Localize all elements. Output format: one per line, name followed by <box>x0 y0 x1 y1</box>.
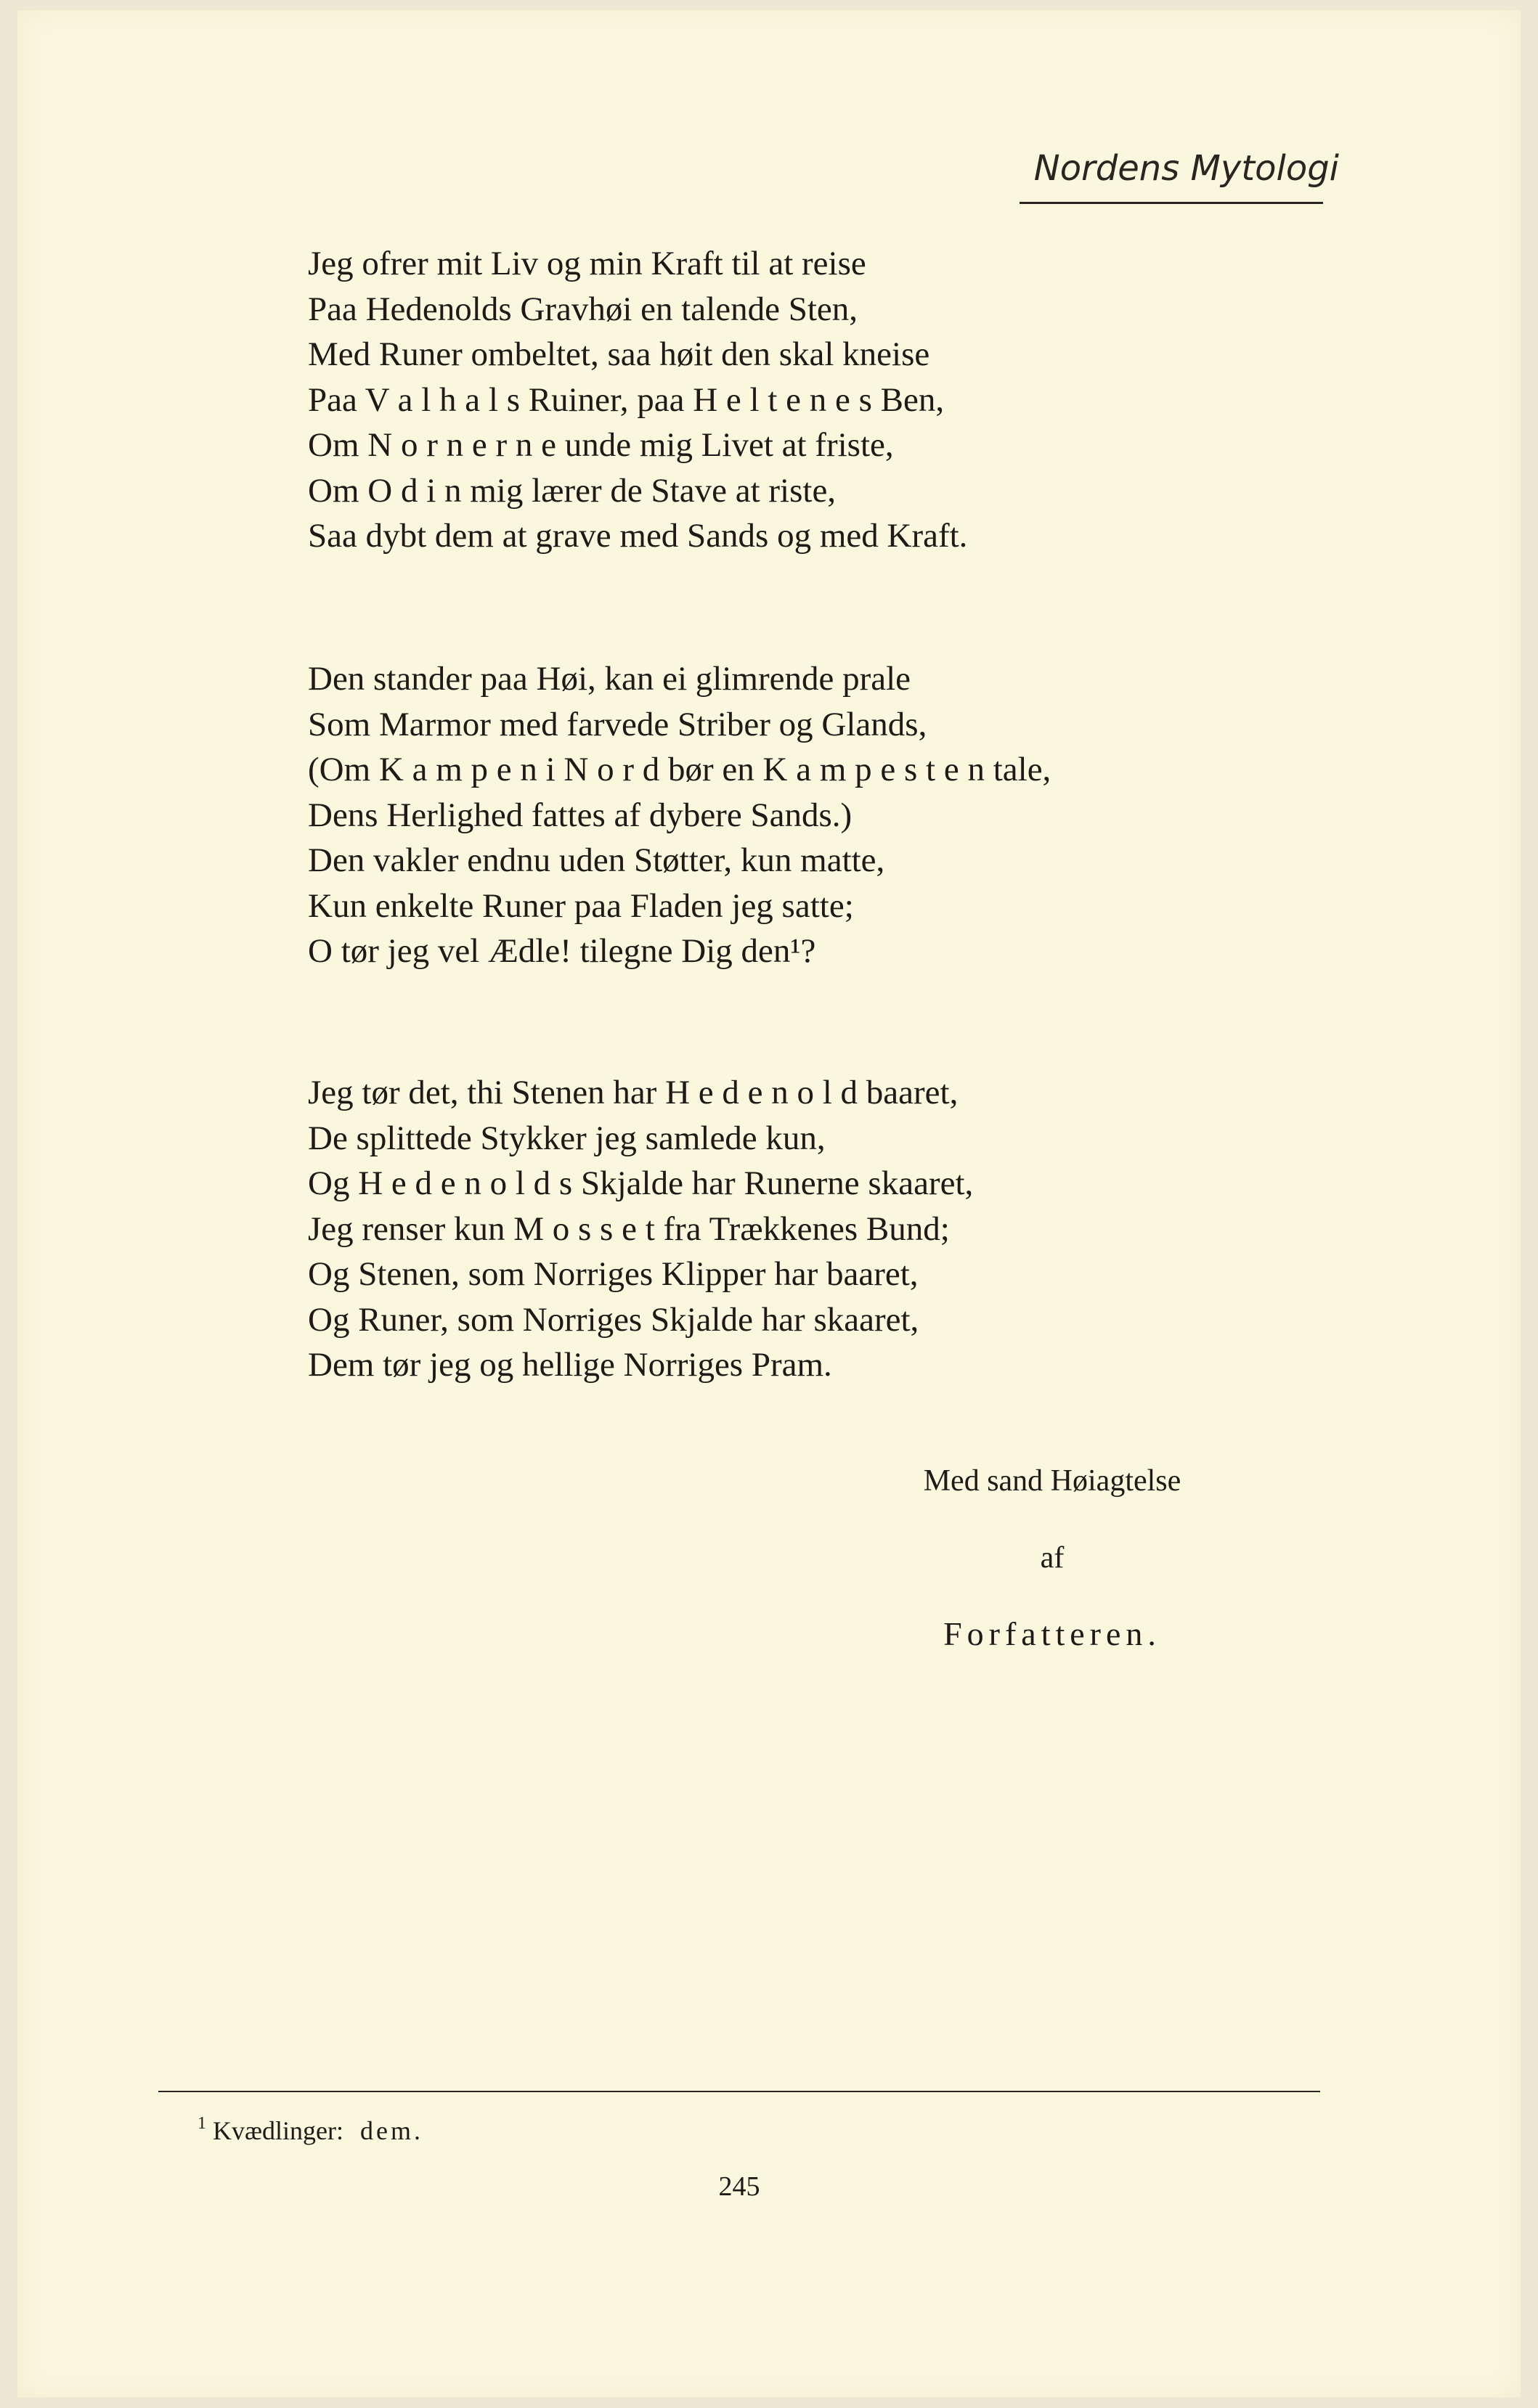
verse-line: Dens Herlighed fattes af dybere Sands.) <box>308 796 853 834</box>
running-head-rule <box>1020 202 1323 204</box>
stanza-1 <box>308 241 1361 559</box>
verse-line: Den vakler endnu uden Støtter, kun matte, <box>308 841 885 879</box>
verse-line: Som Marmor med farvede Striber og Glands, <box>308 705 927 743</box>
verse-line: Og H e d e n o l d s Skjalde har Runerne skaaret, <box>308 1164 974 1202</box>
verse-line: Om N o r n e r n e unde mig Livet at friste, <box>308 426 894 464</box>
stanza-2 <box>308 656 1361 974</box>
verse-line: Jeg renser kun M o s s e t fra Trækkenes Bund; <box>308 1209 950 1248</box>
verse-line: Jeg ofrer mit Liv og min Kraft til at reise <box>308 245 866 282</box>
verse-line: Kun enkelte Runer paa Fladen jeg satte; <box>308 886 854 925</box>
signature-author: Forfatteren. <box>943 1615 1161 1652</box>
verse-line: De splittede Stykker jeg samlede kun, <box>308 1119 826 1157</box>
stanza-3 <box>308 1070 1361 1388</box>
footnote <box>198 2115 423 2146</box>
verse-line: O tør jeg vel Ædle! tilegne Dig den¹? <box>308 932 816 970</box>
verse-line: Saa dybt dem at grave med Sands og med Kraft. <box>308 517 968 555</box>
running-head: Nordens Mytologi <box>1033 148 1339 189</box>
signature-af: af <box>1040 1541 1065 1575</box>
footnote-ref: dem. <box>359 2116 423 2145</box>
footnote-label: Kvædlinger: <box>213 2116 343 2145</box>
verse-line: Med Runer ombeltet, saa høit den skal kneise <box>308 335 930 373</box>
verse-line: Jeg tør det, thi Stenen har H e d e n o l d baaret, <box>308 1074 959 1111</box>
verse-line: Og Runer, som Norriges Skjalde har skaaret, <box>308 1300 919 1339</box>
footnote-rule <box>158 2091 1320 2092</box>
page-number: 245 <box>718 2171 760 2202</box>
verse-line: Den stander paa Høi, kan ei glimrende prale <box>308 660 911 698</box>
verse-line: Og Stenen, som Norriges Klipper har baaret, <box>308 1255 919 1293</box>
verse-line: Om O d i n mig lærer de Stave at riste, <box>308 471 837 510</box>
verse-line: Paa V a l h a l s Ruiner, paa H e l t e n e s Ben, <box>308 380 945 419</box>
footnote-mark: 1 <box>198 2114 206 2133</box>
signature-greeting: Med sand Høiagtelse <box>923 1464 1181 1498</box>
book-page <box>17 10 1521 2397</box>
verse-line: Dem tør jeg og hellige Norriges Pram. <box>308 1346 832 1384</box>
verse-line: (Om K a m p e n i N o r d bør en K a m p e s t e n tale, <box>308 751 1051 788</box>
verse-line: Paa Hedenolds Gravhøi en talende Sten, <box>308 290 858 328</box>
